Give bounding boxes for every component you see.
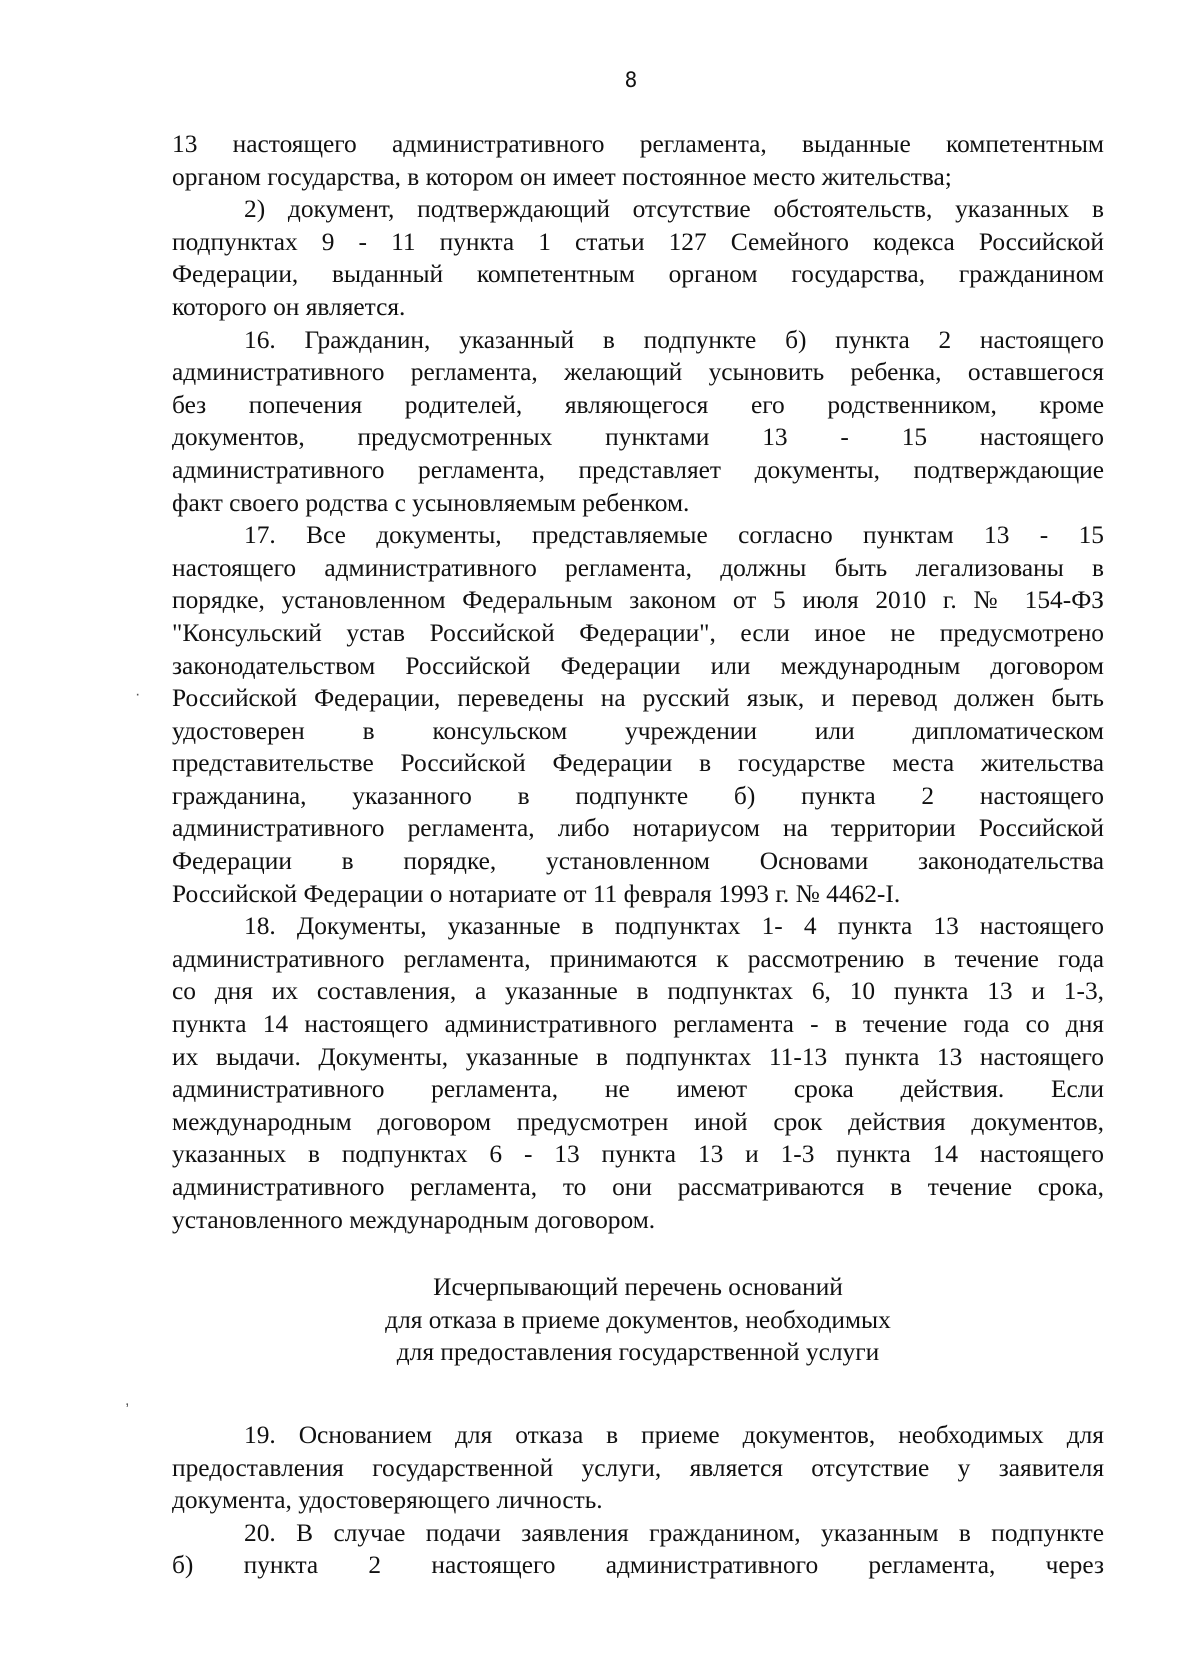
page-number: 8 — [624, 68, 638, 92]
paragraph-line: административного регламента, не имеют срока действия. Если — [172, 1075, 1104, 1104]
paragraph-line: 19. Основанием для отказа в приеме документов, необходимых для — [244, 1420, 1104, 1449]
paragraph-line: без попечения родителей, являющегося его родственником, кроме — [172, 390, 1104, 419]
paragraph-line: которого он является. — [172, 292, 406, 321]
paragraph-line: удостоверен в консульском учреждении или дипломатическом — [172, 716, 1104, 745]
document-body — [172, 128, 1104, 1582]
paragraph-line: 18. Документы, указанные в подпунктах 1- 4 пункта 13 настоящего — [244, 912, 1104, 941]
paragraph-line: 17. Все документы, представляемые согласно пунктам 13 - 15 — [244, 521, 1104, 550]
margin-mark: · — [135, 686, 141, 703]
paragraph-line: б) пункта 2 настоящего административного регламента, через — [172, 1551, 1104, 1580]
paragraph-line: административного регламента, то они рассматриваются в течение срока, — [172, 1173, 1104, 1201]
paragraph-line: установленного международным договором. — [172, 1205, 656, 1234]
paragraph-line: их выдачи. Документы, указанные в подпунктах 11-13 пункта 13 настоящего — [172, 1042, 1104, 1071]
paragraph-line: законодательством Российской Федерации или международным договором — [172, 651, 1104, 680]
paragraph-line: 2) документ, подтверждающий отсутствие обстоятельств, указанных в — [244, 195, 1104, 224]
section-heading — [172, 1271, 1104, 1369]
paragraph-line: 16. Гражданин, указанный в подпункте б) пункта 2 настоящего — [244, 325, 1104, 354]
paragraph-line: порядке, установленном Федеральным законом от 5 июля 2010 г. № 154-ФЗ — [172, 586, 1104, 615]
paragraph-line: 20. В случае подачи заявления гражданином, указанным в подпункте — [244, 1518, 1104, 1547]
paragraph-line: административного регламента, представляет документы, подтверждающие — [172, 455, 1104, 484]
paragraph-line: представительстве Российской Федерации в государстве места жительства — [172, 749, 1104, 778]
heading-line: Исчерпывающий перечень оснований — [433, 1273, 843, 1302]
paragraph-line: Федерации в порядке, установленном Основами законодательства — [172, 847, 1104, 876]
paragraph-line: Российской Федерации, переведены на русский язык, и перевод должен быть — [172, 684, 1104, 713]
paragraph-line: административного регламента, принимаются к рассмотрению в течение года — [172, 944, 1104, 973]
paragraph-line: документов, предусмотренных пунктами 13 - 15 настоящего — [172, 423, 1104, 452]
margin-mark: , — [125, 1392, 130, 1409]
paragraph-line: со дня их составления, а указанные в подпунктах 6, 10 пункта 13 и 1-3, — [172, 977, 1104, 1006]
paragraph-line: подпунктах 9 - 11 пункта 1 статьи 127 Семейного кодекса Российской — [172, 227, 1104, 256]
paragraph-line: Федерации, выданный компетентным органом государства, гражданином — [172, 260, 1104, 289]
paragraph-line: факт своего родства с усыновляемым ребенком. — [172, 488, 690, 517]
paragraph-line: предоставления государственной услуги, является отсутствие у заявителя — [172, 1453, 1104, 1482]
paragraph-line: международным договором предусмотрен иной срок действия документов, — [172, 1107, 1104, 1136]
paragraph-line: пункта 14 настоящего административного регламента - в течение года со дня — [172, 1010, 1104, 1039]
paragraph-line: "Консульский устав Российской Федерации", если иное не предусмотрено — [172, 618, 1104, 647]
heading-line: для предоставления государственной услуги — [396, 1338, 880, 1367]
paragraph-line: Российской Федерации о нотариате от 11 февраля 1993 г. № 4462-I. — [172, 879, 901, 908]
paragraph-line: административного регламента, либо нотариусом на территории Российской — [172, 814, 1104, 843]
paragraph-line: гражданина, указанного в подпункте б) пункта 2 настоящего — [172, 781, 1104, 810]
paragraph-line: указанных в подпунктах 6 - 13 пункта 13 и 1-3 пункта 14 настоящего — [172, 1140, 1104, 1169]
paragraph-line: настоящего административного регламента, должны быть легализованы в — [172, 553, 1104, 582]
paragraph-line: органом государства, в котором он имеет постоянное место жительства; — [172, 162, 952, 191]
heading-line: для отказа в приеме документов, необходимых — [385, 1305, 891, 1334]
paragraph-line: документа, удостоверяющего личность. — [172, 1486, 603, 1515]
paragraph-line: 13 настоящего административного регламента, выданные компетентным — [172, 130, 1104, 158]
paragraph-line: административного регламента, желающий усыновить ребенка, оставшегося — [172, 358, 1104, 387]
